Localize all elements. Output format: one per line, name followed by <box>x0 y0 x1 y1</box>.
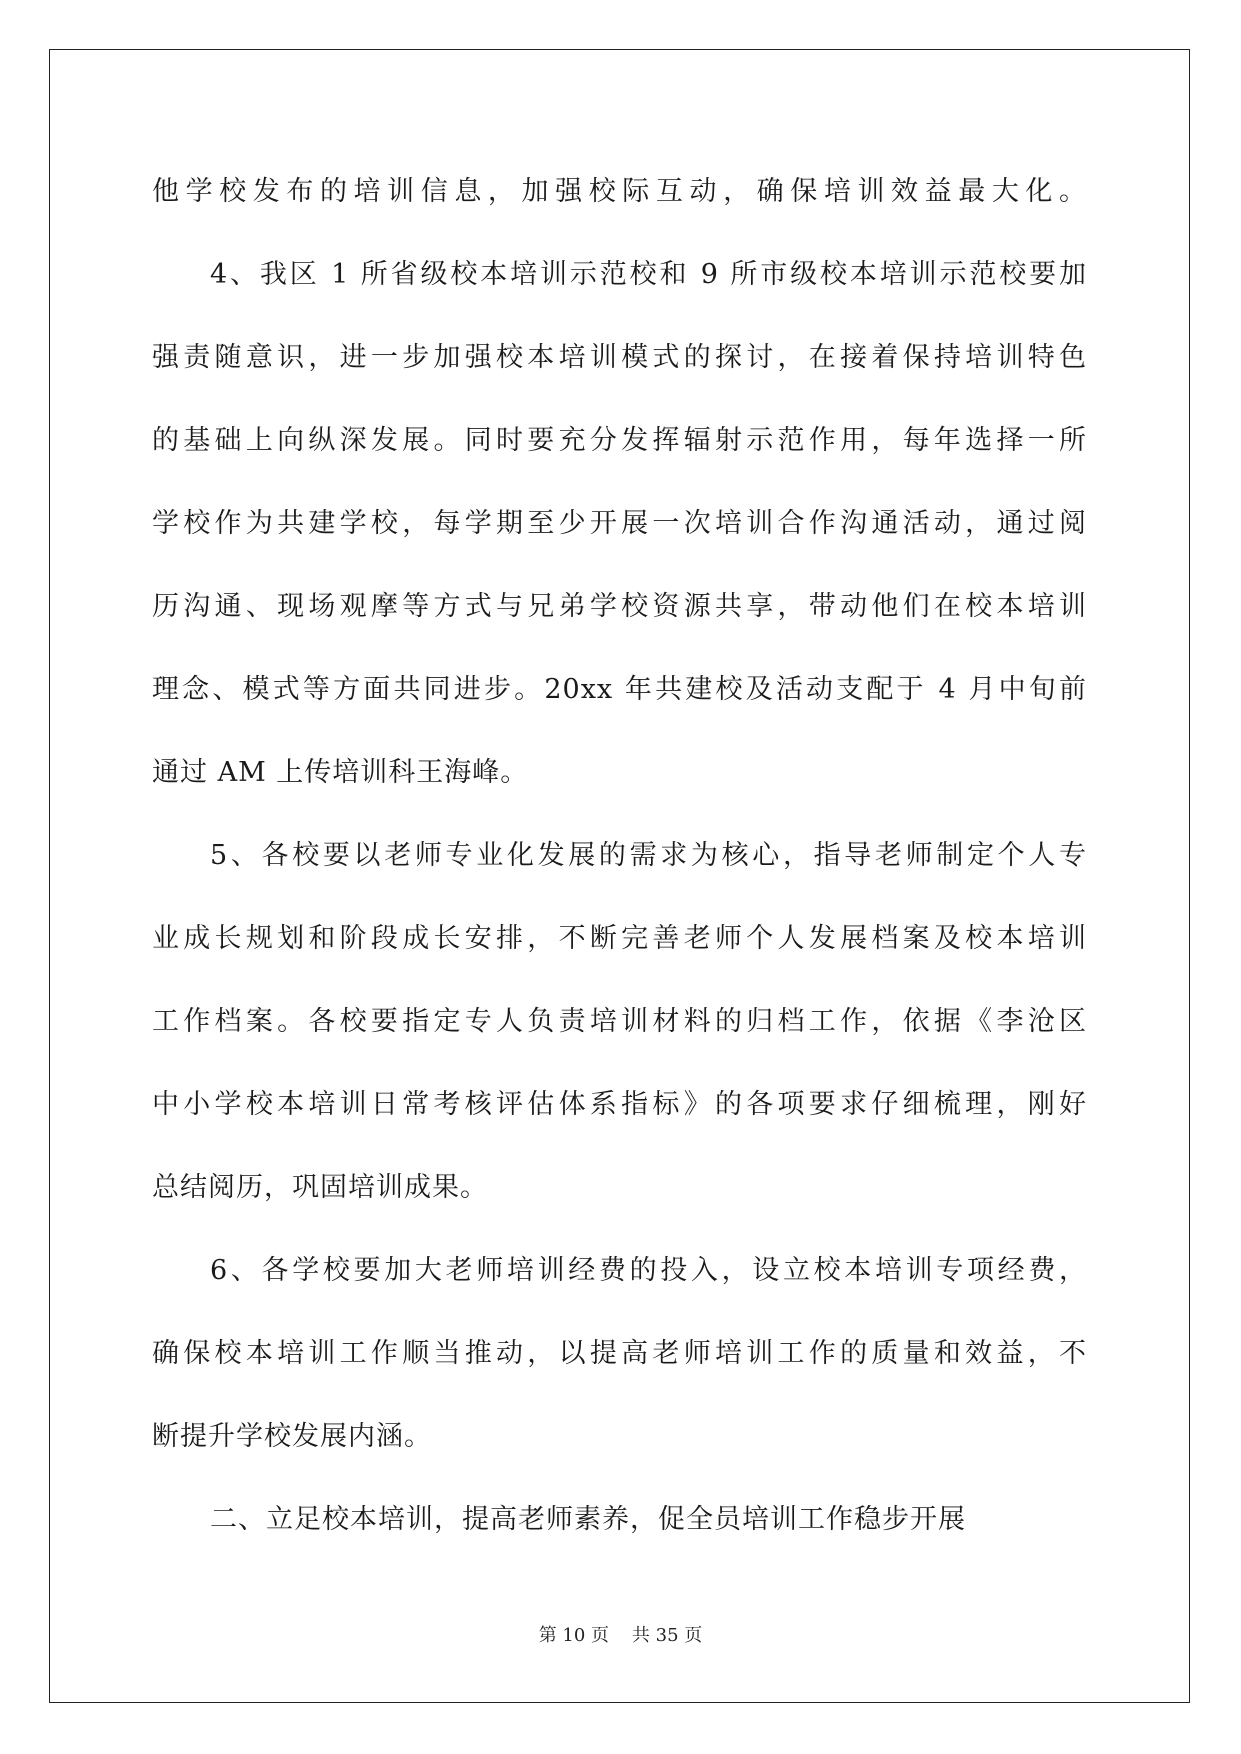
text-line: 确保校本培训工作顺当推动，以提高老师培训工作的质量和效益，不 <box>152 1338 1087 1369</box>
text-line: 4、我区 1 所省级校本培训示范校和 9 所市级校本培训示范校要加 <box>210 259 1087 290</box>
text-line: 5、各校要以老师专业化发展的需求为核心，指导老师制定个人专 <box>210 840 1087 871</box>
text-line: 中小学校本培训日常考核评估体系指标》的各项要求仔细梳理，刚好 <box>152 1089 1087 1120</box>
text-line: 断提升学校发展内涵。 <box>152 1421 432 1452</box>
text-line: 强责随意识，进一步加强校本培训模式的探讨，在接着保持培训特色 <box>152 342 1087 373</box>
text-line: 工作档案。各校要指定专人负责培训材料的归档工作，依据《李沧区 <box>152 1006 1087 1037</box>
section-heading: 二、立足校本培训，提高老师素养，促全员培训工作稳步开展 <box>210 1504 966 1535</box>
text-line: 学校作为共建学校，每学期至少开展一次培训合作沟通活动，通过阅 <box>152 508 1087 539</box>
page-label: 第 10 页 共 35 页 <box>538 1625 703 1646</box>
text-line: 的基础上向纵深发展。同时要充分发挥辐射示范作用，每年选择一所 <box>152 425 1087 456</box>
text-line: 历沟通、现场观摩等方式与兄弟学校资源共享，带动他们在校本培训 <box>152 591 1087 622</box>
text-line: 总结阅历，巩固培训成果。 <box>152 1172 488 1203</box>
text-line: 他学校发布的培训信息，加强校际互动，确保培训效益最大化。 <box>152 176 1087 207</box>
document-body <box>152 164 1087 1575</box>
page-number-footer <box>0 1624 1241 1648</box>
text-line: 理念、模式等方面共同进步。20xx 年共建校及活动支配于 4 月中旬前 <box>152 674 1087 705</box>
text-line: 6、各学校要加大老师培训经费的投入，设立校本培训专项经费， <box>210 1255 1087 1286</box>
text-line: 通过 AM 上传培训科王海峰。 <box>152 757 529 788</box>
text-line: 业成长规划和阶段成长安排，不断完善老师个人发展档案及校本培训 <box>152 923 1087 954</box>
